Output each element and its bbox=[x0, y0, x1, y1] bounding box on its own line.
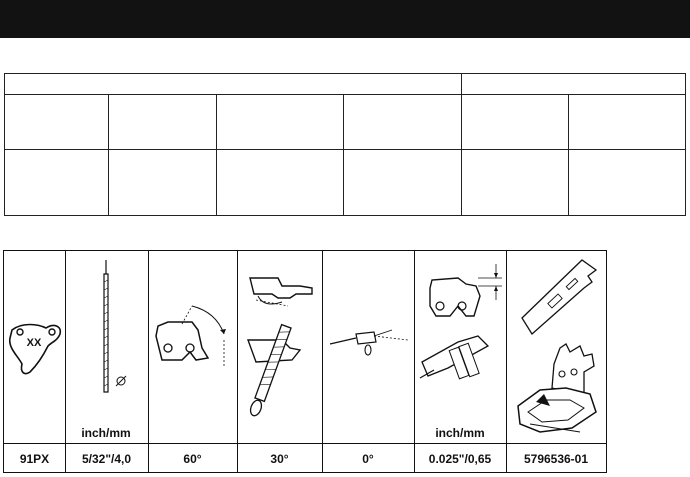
chain-value: 91PX bbox=[19, 452, 50, 466]
gauge-tool-icon bbox=[510, 256, 606, 442]
col-divider bbox=[237, 251, 238, 472]
col-divider bbox=[148, 251, 149, 472]
header-bar bbox=[0, 0, 690, 38]
upper-table-col-divider bbox=[343, 94, 344, 215]
depth-gauge-value: 0.025"/0,65 bbox=[428, 452, 492, 466]
round-file-icon bbox=[95, 258, 135, 398]
tool-part-number: 5796536-01 bbox=[523, 452, 589, 466]
upper-table-col-divider bbox=[216, 94, 217, 215]
top-plate-angle-value: 60° bbox=[183, 452, 202, 466]
top-plate-angle-icon bbox=[152, 300, 236, 380]
upper-table bbox=[4, 73, 686, 216]
chain-mark-label: XX bbox=[26, 337, 42, 349]
holder-angle-value: 0° bbox=[362, 452, 374, 466]
chain-link-icon bbox=[8, 320, 64, 380]
depth-unit-label: inch/mm bbox=[435, 426, 485, 440]
file-size-value: 5/32"/4,0 bbox=[81, 452, 132, 466]
file-angle-icon bbox=[242, 270, 326, 420]
upper-table-header-divider bbox=[5, 94, 685, 95]
upper-table-col-divider bbox=[568, 94, 569, 215]
upper-table-col-divider bbox=[108, 94, 109, 215]
file-holder-icon bbox=[326, 320, 412, 360]
upper-table-row-divider bbox=[5, 149, 685, 150]
value-row-divider bbox=[4, 443, 606, 444]
depth-gauge-icon bbox=[418, 258, 508, 388]
file-unit-label: inch/mm bbox=[81, 426, 131, 440]
upper-table-group-divider bbox=[461, 74, 462, 215]
file-angle-value: 30° bbox=[270, 452, 289, 466]
